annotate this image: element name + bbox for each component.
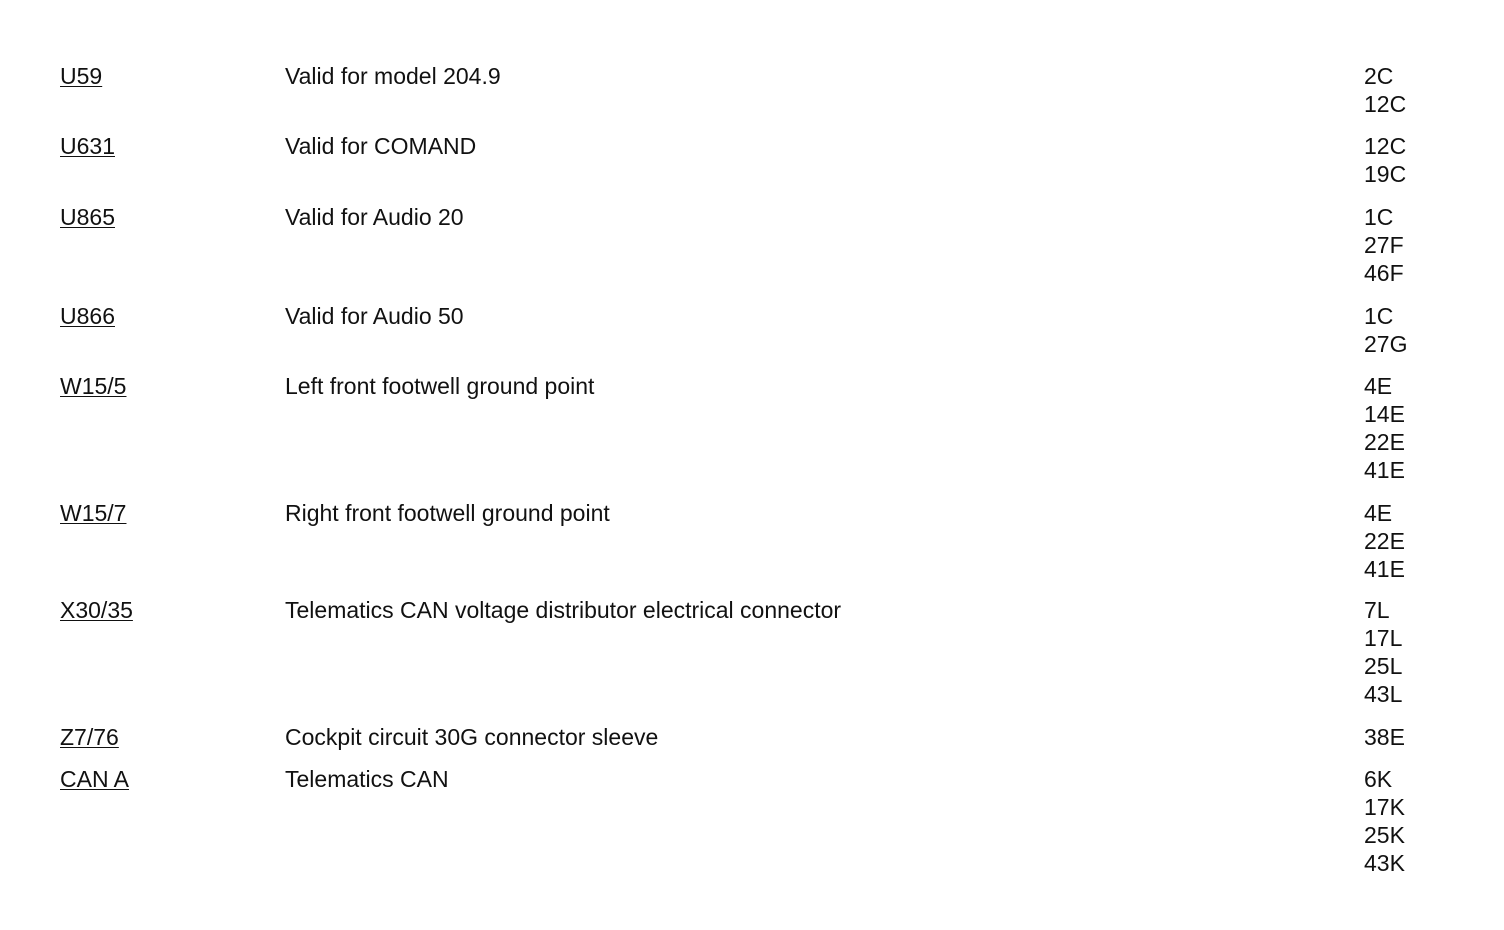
grid-reference: 19C xyxy=(1364,161,1407,187)
grid-reference: 22E xyxy=(1364,429,1405,455)
component-description: Valid for COMAND xyxy=(285,133,477,159)
grid-reference-list xyxy=(1364,372,1405,484)
grid-reference: 7L xyxy=(1364,597,1390,623)
grid-reference-list xyxy=(1364,765,1405,877)
component-code-link[interactable]: U631 xyxy=(60,133,115,159)
grid-reference: 46F xyxy=(1364,260,1404,286)
grid-reference: 14E xyxy=(1364,401,1405,427)
grid-reference-list xyxy=(1364,596,1402,708)
component-code-link[interactable]: W15/5 xyxy=(60,373,127,399)
grid-reference: 4E xyxy=(1364,500,1393,526)
grid-reference: 43K xyxy=(1364,850,1405,876)
grid-reference: 12C xyxy=(1364,133,1407,159)
component-code-link[interactable]: CAN A xyxy=(60,766,130,792)
component-code-link[interactable]: X30/35 xyxy=(60,597,133,623)
component-code-link[interactable]: Z7/76 xyxy=(60,724,119,750)
grid-reference: 41E xyxy=(1364,457,1405,483)
component-code-link[interactable]: U59 xyxy=(60,63,103,89)
grid-reference-list xyxy=(1364,132,1406,188)
grid-reference: 27F xyxy=(1364,232,1404,258)
component-description: Telematics CAN xyxy=(285,766,449,792)
grid-reference: 17K xyxy=(1364,794,1405,820)
grid-reference-list xyxy=(1364,203,1404,287)
grid-reference: 43L xyxy=(1364,681,1403,707)
grid-reference-list xyxy=(1364,302,1407,358)
component-code-link[interactable]: W15/7 xyxy=(60,500,127,526)
component-code-link[interactable]: U865 xyxy=(60,204,115,230)
grid-reference: 41E xyxy=(1364,556,1405,582)
component-description: Telematics CAN voltage distributor electrical connector xyxy=(285,597,842,623)
grid-reference: 25K xyxy=(1364,822,1405,848)
grid-reference: 12C xyxy=(1364,91,1407,117)
component-description: Right front footwell ground point xyxy=(285,500,610,526)
grid-reference: 2C xyxy=(1364,63,1394,89)
component-description: Valid for model 204.9 xyxy=(285,63,501,89)
grid-reference: 1C xyxy=(1364,204,1394,230)
grid-reference-list xyxy=(1364,499,1405,583)
grid-reference-list xyxy=(1364,62,1406,118)
component-description: Valid for Audio 20 xyxy=(285,204,464,230)
grid-reference: 6K xyxy=(1364,766,1393,792)
grid-reference: 38E xyxy=(1364,724,1405,750)
grid-reference: 22E xyxy=(1364,528,1405,554)
component-description: Cockpit circuit 30G connector sleeve xyxy=(285,724,659,750)
grid-reference: 17L xyxy=(1364,625,1403,651)
component-code-link[interactable]: U866 xyxy=(60,303,115,329)
component-description: Valid for Audio 50 xyxy=(285,303,464,329)
grid-reference: 25L xyxy=(1364,653,1403,679)
grid-reference: 1C xyxy=(1364,303,1394,329)
grid-reference: 4E xyxy=(1364,373,1393,399)
grid-reference-list xyxy=(1364,723,1405,751)
component-description: Left front footwell ground point xyxy=(285,373,595,399)
grid-reference: 27G xyxy=(1364,331,1408,357)
